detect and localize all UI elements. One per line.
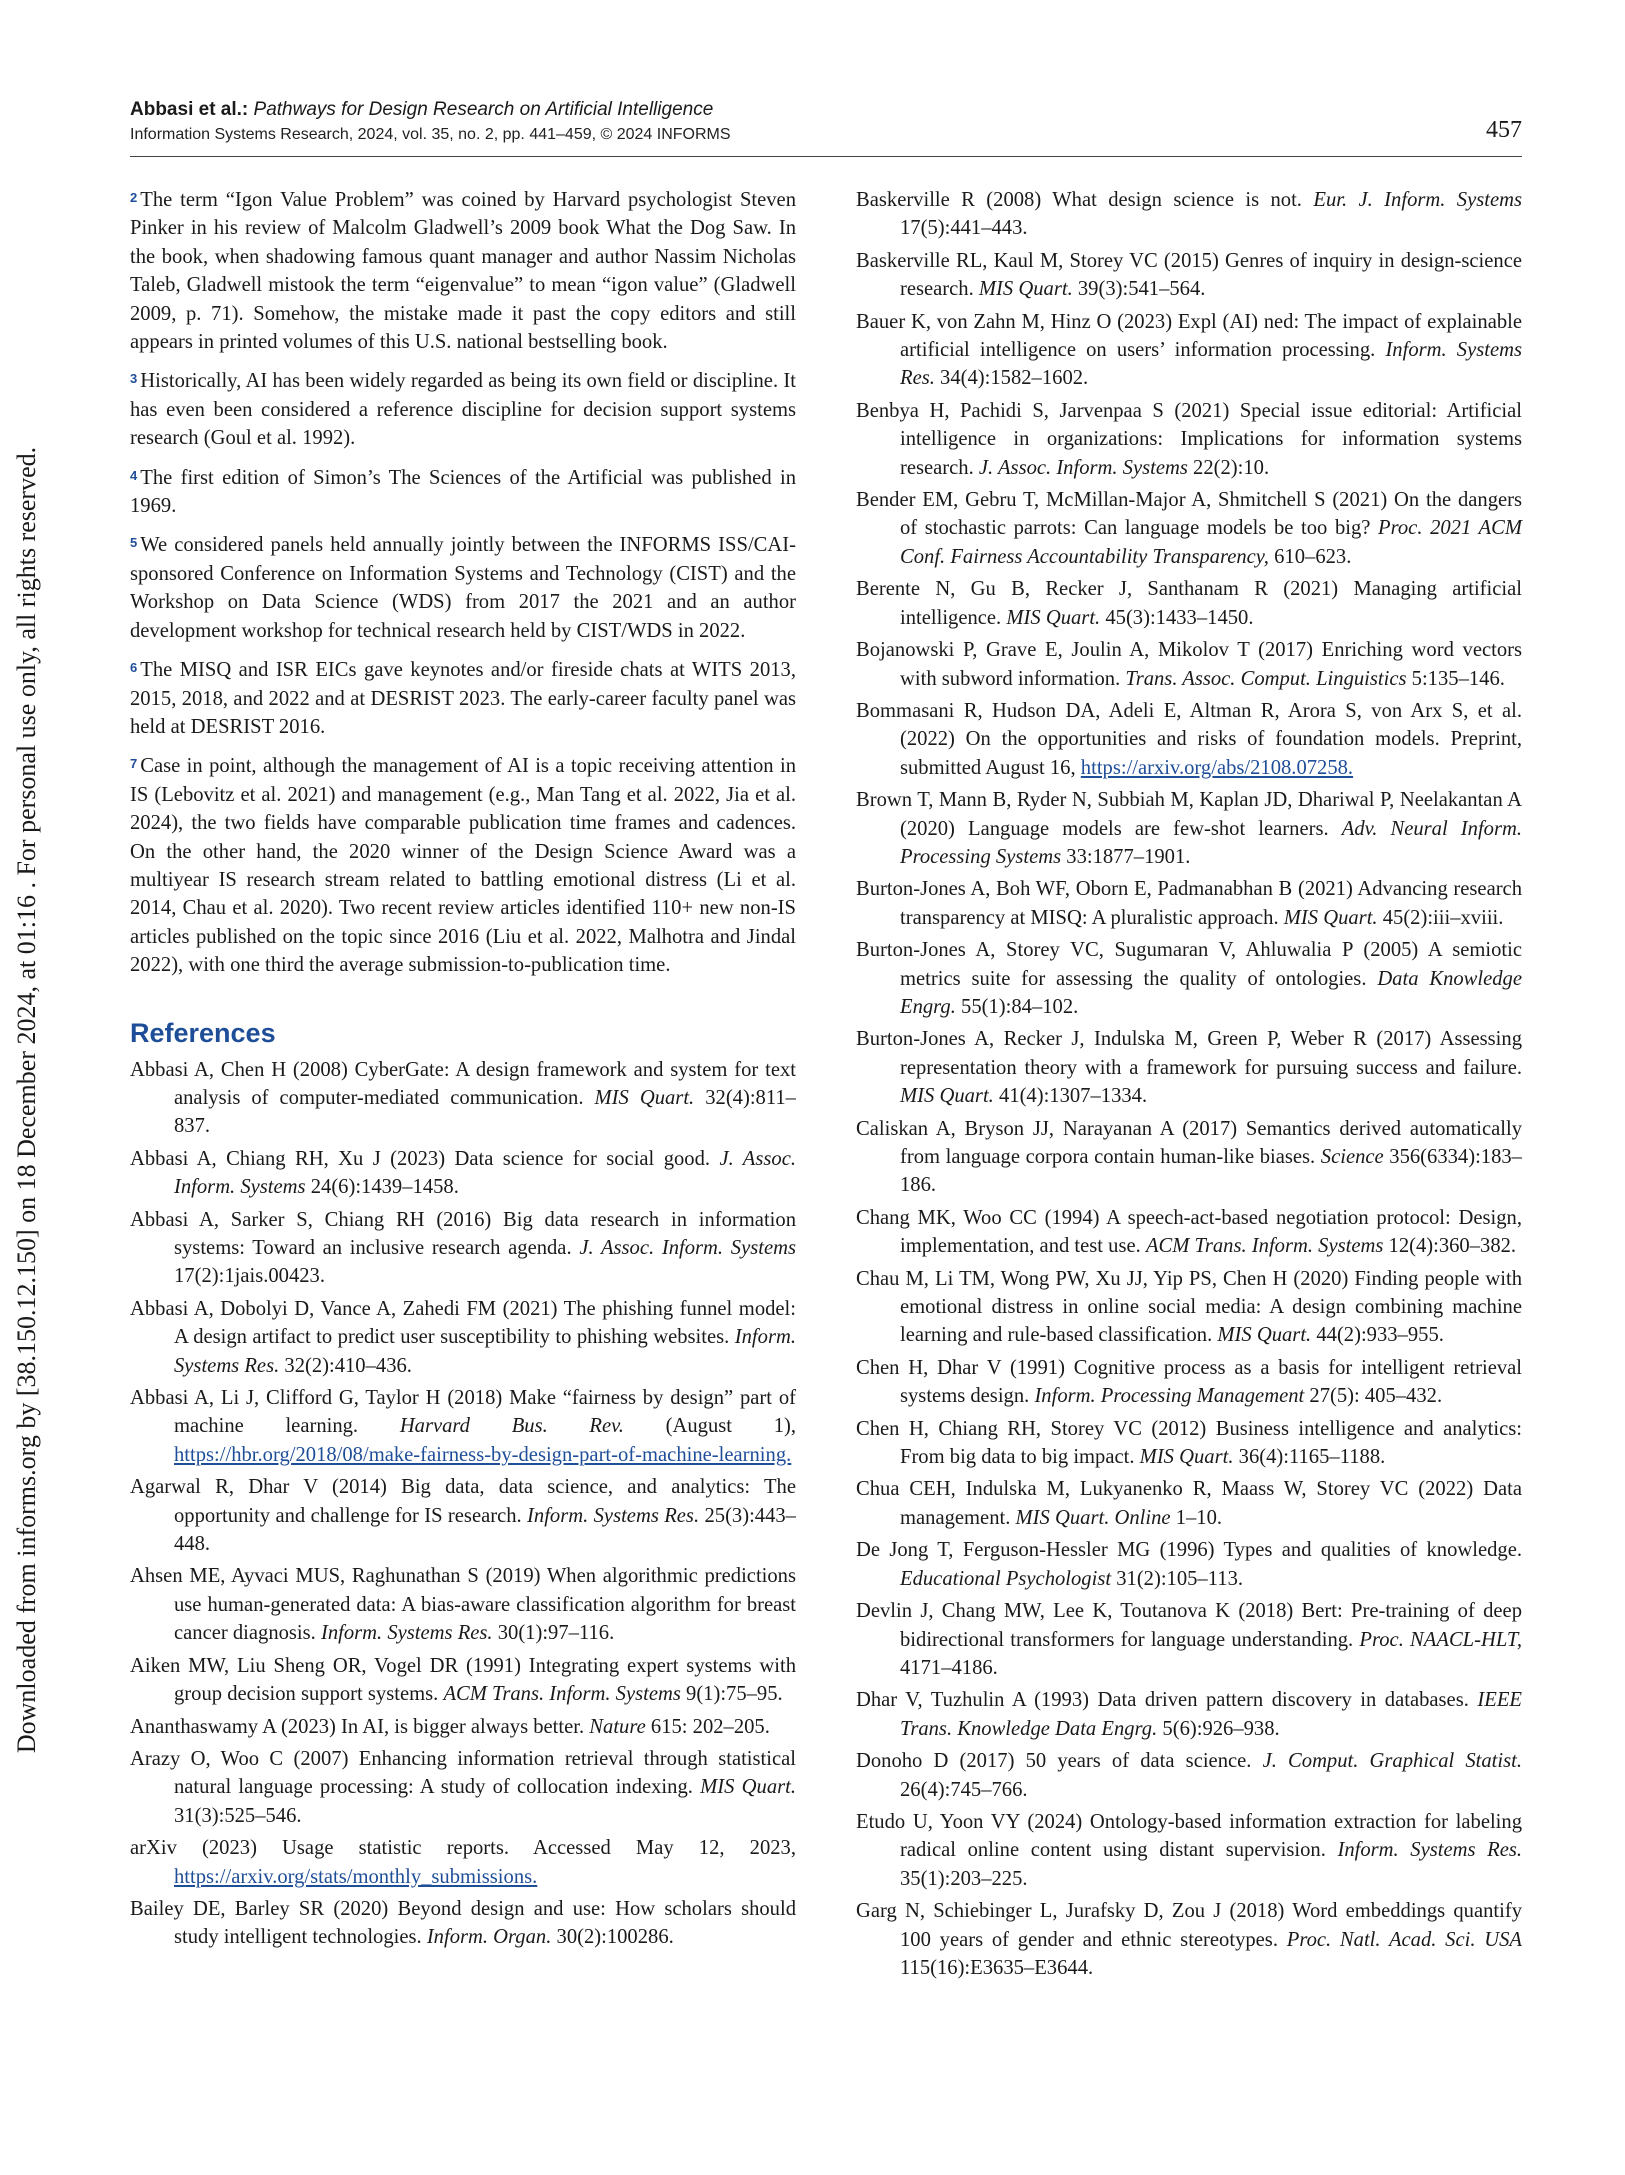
reference-entry [130,1895,796,1952]
reference-details: 17(2):1jais.00423. [174,1265,326,1288]
reference-entry [130,1745,796,1830]
reference-details: 615: 202–205. [650,1715,770,1738]
reference-venue: MIS Quart. [700,1776,796,1799]
header-citation: Information Systems Research, 2024, vol. 35, no. 2, pp. 441–459, © 2024 INFORMS [130,126,731,143]
right-column [856,186,1522,1986]
reference-details: 610–623. [1274,545,1352,568]
reference-details: 31(3):525–546. [174,1804,302,1827]
reference-text: Abbasi A, Dobolyi D, Vance A, Zahedi FM (2021) The phishing funnel model: A design artifact to predict user susceptibility to phishing websites. [130,1297,796,1349]
reference-entry [856,1415,1522,1472]
reference-text: Burton-Jones A, Boh WF, Oborn E, Padmanabhan B (2021) Advancing research transparency at MISQ: A pluralistic approach. [856,878,1522,929]
reference-details: 41(4):1307–1334. [998,1085,1148,1108]
endnote [130,186,796,356]
reference-entry [856,1354,1522,1411]
reference-text: Burton-Jones A, Storey VC, Sugumaran V, Ahluwalia P (2005) A semiotic metrics suite for assessing the quality of ontologies. [856,939,1522,990]
reference-entry [856,786,1522,871]
left-column [130,186,796,1956]
endnote-text: The MISQ and ISR EICs gave keynotes and/or fireside chats at WITS 2013, 2015, 2018, and 2022 and at DESRIST 2023. The early-career faculty panel was held at DESRIST 2016. [130,659,796,738]
reference-entry [130,1652,796,1709]
reference-entry [856,1897,1522,1982]
reference-text: Chen H, Chiang RH, Storey VC (2012) Business intelligence and analytics: From big data to big impact. [856,1417,1522,1469]
endnote [130,752,796,979]
references-list-left [130,1056,796,1952]
reference-link[interactable]: https://hbr.org/2018/08/make-fairness-by-design-part-of-machine-learning. [174,1443,792,1466]
reference-venue: ACM Trans. Inform. Systems [443,1683,681,1706]
reference-venue: MIS Quart. [978,278,1073,301]
reference-details: 26(4):745–766. [900,1778,1028,1801]
reference-text: Donoho D (2017) 50 years of data science. [856,1750,1252,1773]
reference-entry [856,247,1522,304]
reference-venue: MIS Quart. [594,1086,695,1109]
reference-details: 5(6):926–938. [1162,1717,1280,1740]
reference-venue: J. Assoc. Inform. Systems [978,456,1188,479]
reference-details: 45(3):1433–1450. [1105,606,1254,629]
endnote-text: Historically, AI has been widely regarded as being its own field or discipline. It has even been considered a reference discipline for decision support systems research (Goul et al. 1992). [130,370,796,450]
reference-text: Brown T, Mann B, Ryder N, Subbiah M, Kaplan JD, Dhariwal P, Neelakantan A (2020) Language models are few-shot learners. [856,789,1522,840]
reference-entry [856,1536,1522,1593]
reference-details: 22(2):10. [1193,456,1270,479]
endnote [130,464,796,521]
reference-text: De Jong T, Ferguson-Hessler MG (1996) Types and qualities of knowledge. [856,1539,1522,1562]
reference-venue: MIS Quart. [1139,1446,1234,1469]
references-list-right [856,186,1522,1982]
reference-entry [130,1056,796,1141]
reference-text: Dhar V, Tuzhulin A (1993) Data driven pattern discovery in databases. [856,1689,1469,1712]
endnote-text: The term “Igon Value Problem” was coined by Harvard psychologist Steven Pinker in his review of Malcolm Gladwell’s 2009 book What the Dog Saw. In the book, when shadowing famous quant manager and author Nassim Nicholas Taleb, Gladwell mistook the term “eigenvalue” to mean “igon value” (Gladwell 2009, p. 71). Somehow, the mistake made it past the copy editors and still appears in printed volumes of this U.S. national bestselling book. [130,189,796,354]
reference-details: 36(4):1165–1188. [1238,1446,1386,1469]
reference-details: 32(2):410–436. [284,1354,412,1377]
reference-entry [856,697,1522,782]
reference-details: 5:135–146. [1411,667,1505,690]
endnote-number: 4 [130,467,138,483]
reference-venue: Educational Psychologist [900,1567,1112,1590]
endnote-text: We considered panels held annually jointly between the INFORMS ISS/CAI-sponsored Conference on Information Systems and Technology (CIST) and the Workshop on Data Science (WDS) from 2017 the 2021 and an author development workshop for technical research held by CIST/WDS in 2022. [130,534,796,642]
reference-entry [856,1265,1522,1350]
reference-details: 9(1):75–95. [686,1683,783,1706]
reference-text: Bailey DE, Barley SR (2020) Beyond design and use: How scholars should study intelligent technologies. [130,1897,796,1949]
reference-entry [130,1384,796,1469]
reference-text: Baskerville R (2008) What design science is not. [856,189,1302,211]
reference-venue: Proc. 2021 ACM Conf. Fairness Accountability Transparency, [900,517,1522,568]
reference-venue: Inform. Systems Res. [320,1622,493,1645]
reference-text: Agarwal R, Dhar V (2014) Big data, data science, and analytics: The opportunity and challenge for IS research. [130,1476,796,1527]
reference-text: Burton-Jones A, Recker J, Indulska M, Green P, Weber R (2017) Assessing representation theory with a framework for pursuing success and failure. [856,1028,1522,1079]
reference-text: Bender EM, Gebru T, McMillan-Major A, Shmitchell S (2021) On the dangers of stochastic parrots: Can language models be too big? [856,489,1522,540]
reference-details: 30(2):100286. [556,1926,674,1949]
endnote [130,531,796,645]
reference-entry [856,1686,1522,1743]
reference-details: 35(1):203–225. [900,1867,1028,1890]
reference-details: 17(5):441–443. [900,217,1028,240]
reference-text: Garg N, Schiebinger L, Jurafsky D, Zou J (2018) Word embeddings quantify 100 years of gender and ethnic stereotypes. [856,1900,1522,1951]
reference-entry [856,308,1522,393]
endnote-number: 5 [130,535,138,551]
reference-text: Ahsen ME, Ayvaci MUS, Raghunathan S (2019) When algorithmic predictions use human-generated data: A bias-aware classification algorithm for breast cancer diagnosis. [130,1565,796,1645]
reference-entry [130,1206,796,1291]
reference-venue: Eur. J. Inform. Systems [1313,189,1522,211]
header-authors: Abbasi et al.: [130,99,249,120]
reference-venue: Inform. Systems Res. [1337,1839,1522,1862]
reference-text: Baskerville RL, Kaul M, Storey VC (2015) Genres of inquiry in design-science research. [856,249,1522,301]
reference-text: Chua CEH, Indulska M, Lukyanenko R, Maass W, Storey VC (2022) Data management. [856,1478,1522,1529]
reference-text: Chen H, Dhar V (1991) Cognitive process as a basis for intelligent retrieval systems design. [856,1356,1522,1408]
reference-entry [130,1145,796,1202]
reference-text: Devlin J, Chang MW, Lee K, Toutanova K (2018) Bert: Pre-training of deep bidirectional transformers for language understanding. [856,1600,1522,1651]
reference-venue: J. Assoc. Inform. Systems [579,1237,796,1259]
reference-details: 31(2):105–113. [1116,1567,1244,1590]
reference-text: Berente N, Gu B, Recker J, Santhanam R (2021) Managing artificial intelligence. [856,578,1522,629]
reference-entry [130,1473,796,1558]
reference-entry [130,1834,796,1891]
reference-entry [856,575,1522,632]
reference-venue: Inform. Organ. [426,1926,552,1949]
reference-details: 1–10. [1175,1506,1223,1529]
reference-text: Caliskan A, Bryson JJ, Narayanan A (2017) Semantics derived automatically from language corpora contain human-like biases. [856,1117,1522,1168]
reference-details: 24(6):1439–1458. [310,1176,459,1199]
reference-details: 55(1):84–102. [961,995,1079,1018]
reference-venue: Inform. Systems Res. [174,1326,796,1377]
reference-entry [856,1204,1522,1261]
reference-text: Aiken MW, Liu Sheng OR, Vogel DR (1991) Integrating expert systems with group decision support systems. [130,1654,796,1706]
reference-text: Bojanowski P, Grave E, Joulin A, Mikolov T (2017) Enriching word vectors with subword information. [856,639,1522,690]
reference-venue: IEEE Trans. Knowledge Data Engrg. [900,1689,1522,1740]
reference-text: Etudo U, Yoon VY (2024) Ontology-based information extraction for labeling radical online content using distant supervision. [856,1810,1522,1862]
reference-entry [856,1597,1522,1682]
reference-venue: MIS Quart. [1217,1324,1312,1347]
references-heading: References [130,1017,276,1048]
reference-entry [856,1475,1522,1532]
reference-details: 39(3):541–564. [1077,278,1206,301]
reference-text: Chau M, Li TM, Wong PW, Xu JJ, Yip PS, Chen H (2020) Finding people with emotional distress in online social media: A design combining machine learning and rule-based classification. [856,1267,1522,1347]
reference-text: Abbasi A, Li J, Clifford G, Taylor H (2018) Make “fairness by design” part of machine learning. [130,1387,796,1438]
reference-text: Abbasi A, Sarker S, Chiang RH (2016) Big data research in information systems: Toward an inclusive research agenda. [130,1208,796,1259]
reference-venue: MIS Quart. [900,1085,994,1108]
reference-venue: MIS Quart. [1283,906,1378,929]
reference-details: 356(6334):183–186. [900,1146,1522,1197]
download-notice-text: Downloaded from informs.org by [38.150.12.150] on 18 December 2024, at 01:16 . For personal use only, all rights reserved. [12,446,41,1754]
reference-venue: Harvard Bus. Rev. [399,1415,624,1438]
header-divider [130,156,1522,157]
running-header [130,97,1522,147]
reference-venue: MIS Quart. Online [1015,1506,1171,1529]
reference-venue: Proc. NAACL-HLT, [1359,1628,1522,1651]
reference-entry [856,636,1522,693]
reference-text: Bommasani R, Hudson DA, Adeli E, Altman R, Arora S, von Arx S, et al. (2022) On the opportunities and risks of foundation models. Preprint, submitted August 16, [856,699,1522,779]
reference-entry [130,1295,796,1380]
reference-details: 44(2):933–955. [1316,1324,1444,1347]
header-article-title: Pathways for Design Research on Artificial Intelligence [253,99,714,120]
reference-details: (August 1), [665,1415,797,1438]
reference-text: Ananthaswamy A (2023) In AI, is bigger always better. [130,1715,585,1738]
reference-entry [130,1562,796,1647]
endnote-text: Case in point, although the management of AI is a topic receiving attention in IS (Lebovitz et al. 2021) and management (e.g., Man Tang et al. 2022, Jia et al. 2024), the two fields have comparable publication time frames and cadences. On the other hand, the 2020 winner of the Design Science Award was a multiyear IS research stream related to battling emotional distress (Li et al. 2014, Chau et al. 2020). Two recent review articles identified 110+ new non-IS articles published on the topic since 2016 (Liu et al. 2022, Malhotra and Jindal 2022), with one third the average submission-to-publication time. [130,755,796,977]
reference-venue: Inform. Systems Res. [900,339,1522,390]
endnote-number: 3 [130,371,138,387]
reference-link[interactable]: https://arxiv.org/abs/2108.07258. [1080,756,1354,779]
reference-venue: Trans. Assoc. Comput. Linguistics [1125,667,1407,690]
endnote-text: The first edition of Simon’s The Sciences of the Artificial was published in 1969. [130,466,796,518]
reference-venue: Inform. Systems Res. [527,1504,700,1527]
reference-venue: Inform. Processing Management [1034,1385,1305,1408]
endnote [130,367,796,452]
reference-venue: Proc. Natl. Acad. Sci. USA [1286,1928,1523,1951]
reference-details: 27(5): 405–432. [1309,1385,1443,1408]
endnote-number: 7 [130,756,138,772]
reference-entry [856,186,1522,243]
reference-details: 33:1877–1901. [1066,845,1191,868]
header-title-line [130,97,1522,123]
reference-details: 45(2):iii–xviii. [1382,906,1504,929]
reference-text: Bauer K, von Zahn M, Hinz O (2023) Expl (AI) ned: The impact of explainable artificial intelligence on users’ information processing. [856,310,1522,362]
reference-venue: Nature [589,1715,646,1738]
endnote-number: 2 [130,190,138,205]
reference-text: Chang MK, Woo CC (1994) A speech-act-based negotiation protocol: Design, implementation, and test use. [856,1206,1522,1258]
endnotes [130,186,796,980]
reference-venue: J. Comput. Graphical Statist. [1262,1750,1523,1773]
reference-text: arXiv (2023) Usage statistic reports. Accessed May 12, 2023, [130,1837,796,1860]
reference-entry [856,936,1522,1021]
reference-link[interactable]: https://arxiv.org/stats/monthly_submissions. [174,1865,538,1888]
reference-entry [856,1115,1522,1200]
reference-entry [856,486,1522,571]
reference-text: Arazy O, Woo C (2007) Enhancing information retrieval through statistical natural language processing: A study of collocation indexing. [130,1747,796,1799]
reference-venue: Data Knowledge Engrg. [900,967,1522,1018]
reference-venue: MIS Quart. [1006,606,1101,629]
reference-venue: Adv. Neural Inform. Processing Systems [900,817,1522,868]
reference-text: Benbya H, Pachidi S, Jarvenpaa S (2021) Special issue editorial: Artificial intelligence in organizations: Implications for information systems research. [856,399,1522,479]
reference-entry [856,397,1522,482]
reference-venue: Science [1320,1146,1384,1168]
endnote [130,656,796,741]
reference-details: 34(4):1582–1602. [940,367,1089,390]
reference-text: Abbasi A, Chiang RH, Xu J (2023) Data science for social good. [130,1147,711,1170]
reference-details: 32(4):811–837. [174,1086,796,1138]
reference-entry [130,1713,796,1741]
reference-entry [856,1808,1522,1893]
reference-entry [856,1025,1522,1110]
reference-details: 4171–4186. [900,1656,998,1679]
reference-entry [856,1747,1522,1804]
reference-entry [856,875,1522,932]
reference-text: Abbasi A, Chen H (2008) CyberGate: A design framework and system for text analysis of computer-mediated communication. [130,1058,796,1109]
reference-venue: J. Assoc. Inform. Systems [174,1147,796,1199]
page-number: 457 [1486,117,1522,143]
reference-details: 25(3):443–448. [174,1504,796,1556]
reference-details: 12(4):360–382. [1388,1235,1517,1258]
reference-venue: ACM Trans. Inform. Systems [1145,1235,1384,1258]
reference-details: 115(16):E3635–E3644. [900,1956,1094,1979]
reference-details: 30(1):97–116. [497,1622,615,1645]
endnote-number: 6 [130,660,138,676]
